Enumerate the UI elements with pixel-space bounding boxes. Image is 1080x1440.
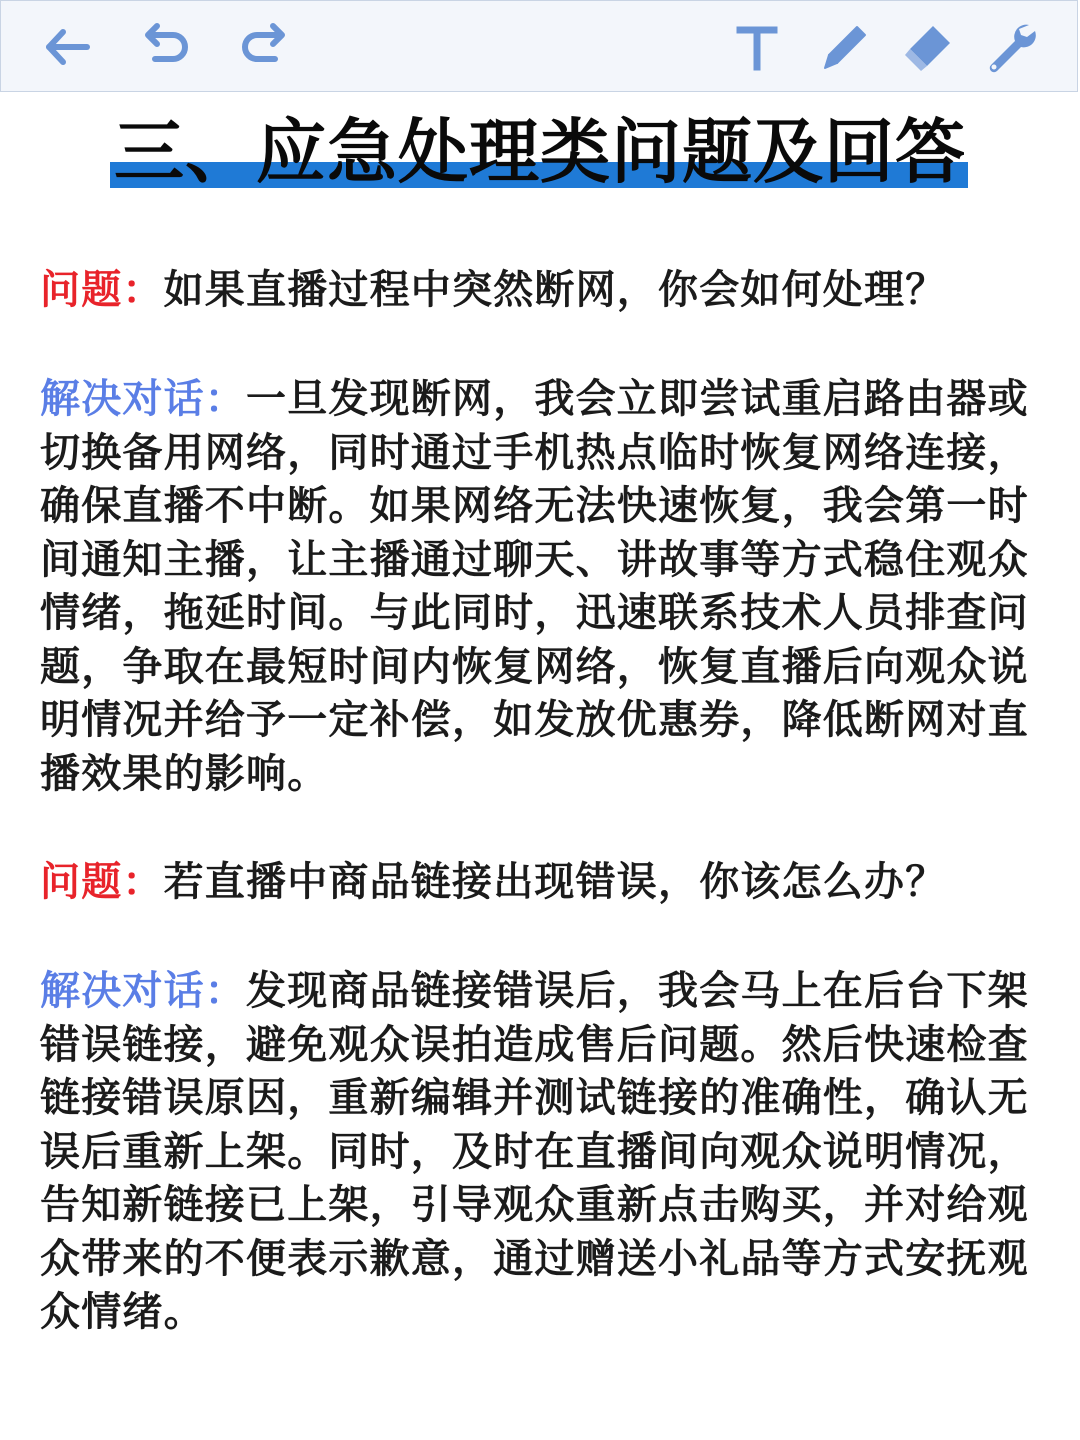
question-text: 如果直播过程中突然断网，你会如何处理？: [163, 267, 947, 313]
answer-text: 发现商品链接错误后，我会马上在后台下架错误链接，避免观众误拍造成售后问题。然后快速检查链接错误原因，重新编辑并测试链接的准确性，确认无误后重新上架。同时，及时在直播间向观众说明情况，告知新链接已上架，引导观众重新点击购买，并对给观众带来的不便表示歉意，通过赠送小礼品等方式安抚观众情绪。: [40, 968, 1029, 1335]
text-tool-icon[interactable]: [729, 19, 785, 75]
question-label: 问题：: [40, 267, 164, 313]
answer-1: [40, 373, 1040, 801]
back-arrow-icon[interactable]: [39, 19, 95, 75]
eraser-icon[interactable]: [901, 19, 957, 75]
annotation-toolbar: [0, 0, 1078, 92]
wrench-icon[interactable]: [983, 19, 1039, 75]
pen-icon[interactable]: [817, 19, 873, 75]
question-text: 若直播中商品链接出现错误，你该怎么办？: [163, 859, 947, 905]
undo-icon[interactable]: [139, 19, 195, 75]
question-label: 问题：: [40, 859, 164, 905]
answer-text: 一旦发现断网，我会立即尝试重启路由器或切换备用网络，同时通过手机热点临时恢复网络连接，确保直播不中断。如果网络无法快速恢复，我会第一时间通知主播，让主播通过聊天、讲故事等方式稳住观众情绪，拖延时间。与此同时，迅速联系技术人员排查问题，争取在最短时间内恢复网络，恢复直播后向观众说明情况并给予一定补偿，如发放优惠券，降低断网对直播效果的影响。: [40, 376, 1029, 797]
redo-icon[interactable]: [235, 19, 291, 75]
page-title: [110, 112, 970, 192]
answer-label: 解决对话：: [40, 968, 246, 1014]
question-1: [40, 264, 1040, 318]
question-2: [40, 856, 1040, 910]
answer-2: [40, 965, 1040, 1340]
answer-label: 解决对话：: [40, 376, 246, 422]
title-text: 三、应急处理类问题及回答: [114, 111, 966, 193]
